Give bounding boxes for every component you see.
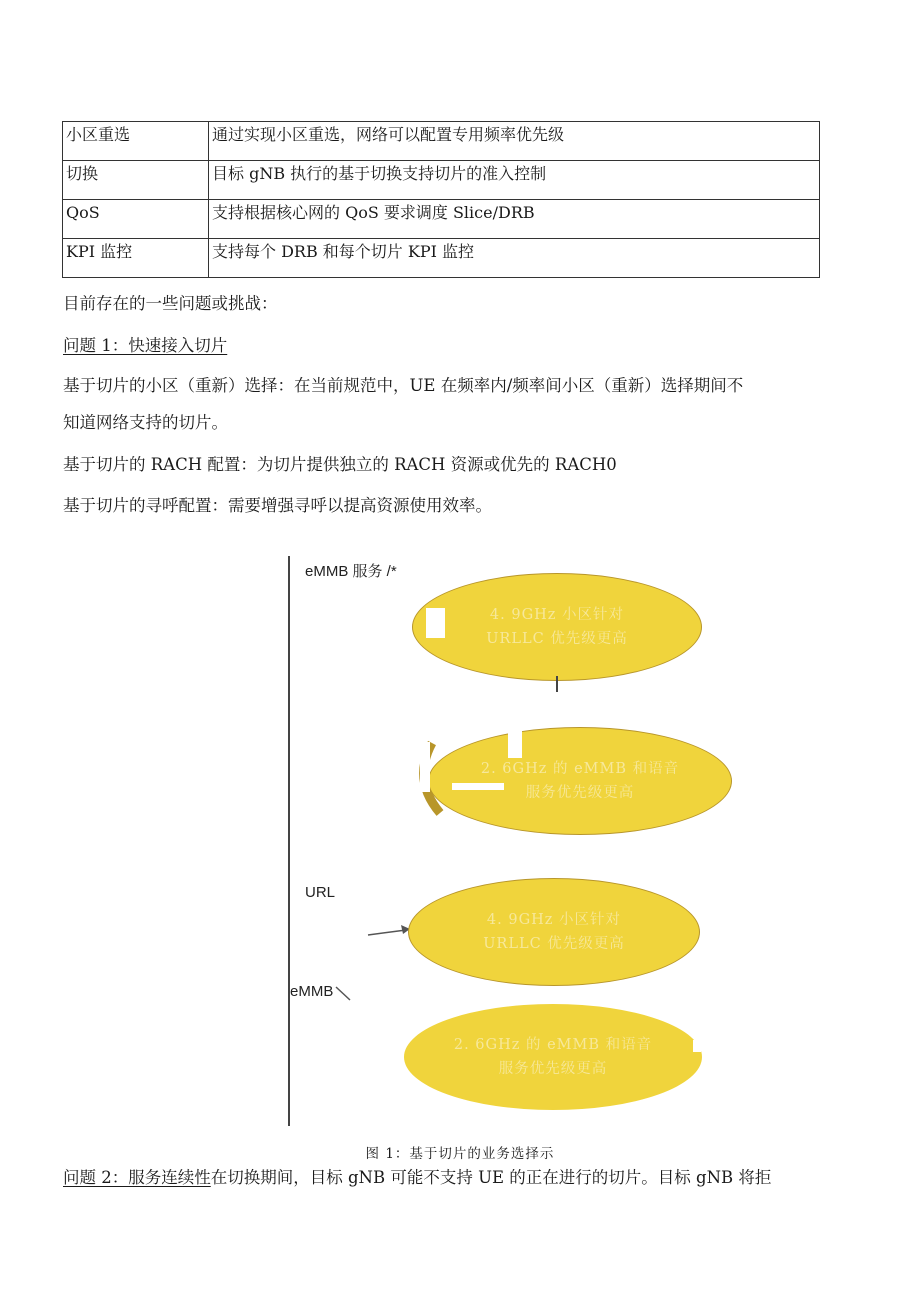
- ellipse-3-text: 4. 9GHz 小区针对 URLLC 优先级更高: [483, 912, 625, 952]
- connector-line: [556, 676, 558, 692]
- url-label: URL: [305, 884, 336, 901]
- table-row: [63, 122, 820, 161]
- description-cell: 支持根据核心网的 QoS 要求调度 Slice/DRB: [209, 200, 820, 239]
- feature-cell: QoS: [63, 200, 209, 239]
- emmb-label: eMMB: [290, 983, 334, 1000]
- figure-caption: 图 1：基于切片的业务选择示: [365, 1146, 555, 1162]
- ellipse-2-text: 2. 6GHz 的 eMMB 和语音 服务优先级更高: [480, 761, 680, 801]
- description-cell: 通过实现小区重选，网络可以配置专用频率优先级: [209, 122, 820, 161]
- description-cell: 目标 gNB 执行的基于切换支持切片的准入控制: [209, 161, 820, 200]
- feature-table: [62, 121, 820, 278]
- rach-paragraph: 基于切片的 RACH 配置：为切片提供独立的 RACH 资源或优先的 RACH0: [63, 455, 617, 474]
- white-mask: [452, 783, 504, 790]
- table-row: [63, 161, 820, 200]
- intro-paragraph: 目前存在的一些问题或挑战：: [63, 294, 278, 313]
- feature-cell: 切换: [63, 161, 209, 200]
- white-mask: [426, 608, 445, 638]
- feature-cell: 小区重选: [63, 122, 209, 161]
- ellipse-4-text: 2. 6GHz 的 eMMB 和语音 服务优先级更高: [453, 1037, 653, 1077]
- cell-selection-line2: 知道网络支持的切片。: [63, 413, 228, 432]
- description-cell: 支持每个 DRB 和每个切片 KPI 监控: [209, 239, 820, 278]
- embb-service-label: eMMB 服务 /*: [305, 563, 397, 580]
- feature-cell: KPI 监控: [63, 239, 209, 278]
- ellipse-4: [404, 1004, 702, 1110]
- figure-axis-line: [288, 556, 290, 1126]
- ellipse-2: [428, 727, 732, 835]
- issue2-paragraph: [63, 1167, 771, 1189]
- issue1-title: 问题 1：快速接入切片: [63, 336, 228, 355]
- white-mask: [508, 726, 522, 758]
- ellipse-3: [408, 878, 700, 986]
- issue2-text: 在切换期间，目标 gNB 可能不支持 UE 的正在进行的切片。目标 gNB 将拒: [210, 1168, 772, 1187]
- paging-paragraph: 基于切片的寻呼配置：需要增强寻呼以提高资源使用效率。: [63, 496, 492, 515]
- cell-selection-line1: 基于切片的小区（重新）选择：在当前规范中，UE 在频率内/频率间小区（重新）选择期间不: [63, 376, 744, 395]
- arrow-to-ellipse: [366, 920, 414, 940]
- table-row: [63, 200, 820, 239]
- ellipse-1: [412, 573, 702, 681]
- white-mask: [420, 742, 430, 792]
- white-mask: [693, 1040, 701, 1052]
- table-row: [63, 239, 820, 278]
- emmb-pointer: [334, 984, 354, 1004]
- issue2-title: 问题 2：服务连续性: [63, 1168, 211, 1187]
- ellipse-1-text: 4. 9GHz 小区针对 URLLC 优先级更高: [486, 607, 628, 647]
